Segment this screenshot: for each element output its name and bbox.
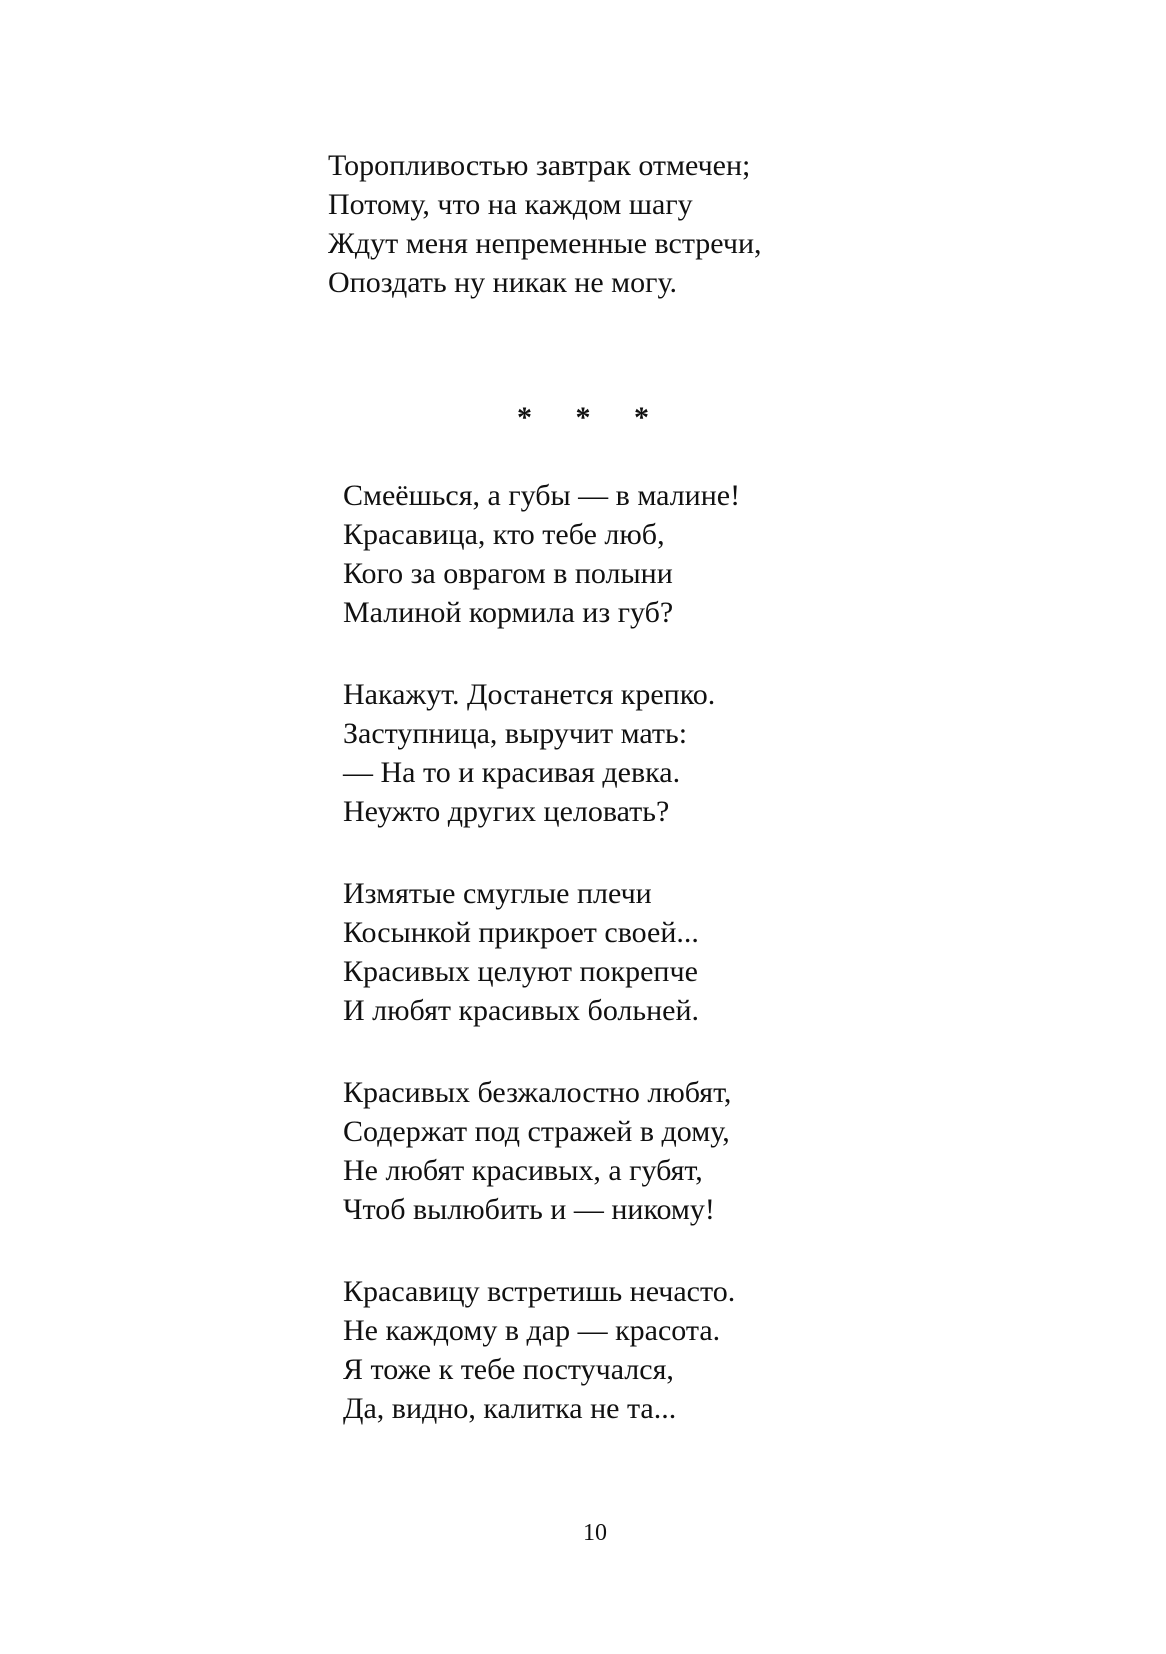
stanza-4 <box>343 1073 731 1229</box>
poem-line: Красавицу встретишь нечасто. <box>343 1275 736 1308</box>
poem-line: Кого за оврагом в полыни <box>343 557 673 590</box>
previous-poem-ending <box>328 146 762 302</box>
poem-line: Косынкой прикроет своей... <box>343 916 699 949</box>
stanza-5 <box>343 1272 735 1428</box>
poem-line: Я тоже к тебе постучался, <box>343 1353 674 1386</box>
poem-line: И любят красивых больней. <box>343 994 700 1027</box>
stanza-2 <box>343 675 715 831</box>
poem-line: Красавица, кто тебе люб, <box>343 518 665 551</box>
poem-line: Опоздать ну никак не могу. <box>328 266 677 299</box>
poem-line: Ждут меня непременные встречи, <box>328 227 762 260</box>
poem-line: Чтоб вылюбить и — никому! <box>343 1193 715 1226</box>
poem-line: Заступница, выручит мать: <box>343 717 688 750</box>
page-number: 10 <box>583 1520 607 1546</box>
poem-line: Торопливостью завтрак отмечен; <box>328 149 751 182</box>
poem-line: Да, видно, калитка не та... <box>343 1392 677 1425</box>
poem-line: Не любят красивых, а губят, <box>343 1154 703 1187</box>
poem-line: Неужто других целовать? <box>343 795 670 828</box>
poem-line: Красивых целуют покрепче <box>343 955 698 988</box>
poem-line: Содержат под стражей в дому, <box>343 1115 730 1148</box>
poem-line: Не каждому в дар — красота. <box>343 1314 721 1347</box>
stanza-1 <box>343 476 740 632</box>
poem-line: Потому, что на каждом шагу <box>328 188 693 221</box>
poem-line: Смеёшься, а губы — в малине! <box>343 479 741 512</box>
poem-line: — На то и красивая девка. <box>343 756 681 789</box>
stanza-3 <box>343 874 699 1030</box>
section-separator: * * * <box>517 401 667 434</box>
poem-line: Красивых безжалостно любят, <box>343 1076 732 1109</box>
poem-line: Малиной кормила из губ? <box>343 596 674 629</box>
poem-line: Измятые смуглые плечи <box>343 877 652 910</box>
poem-line: Накажут. Достанется крепко. <box>343 678 716 711</box>
